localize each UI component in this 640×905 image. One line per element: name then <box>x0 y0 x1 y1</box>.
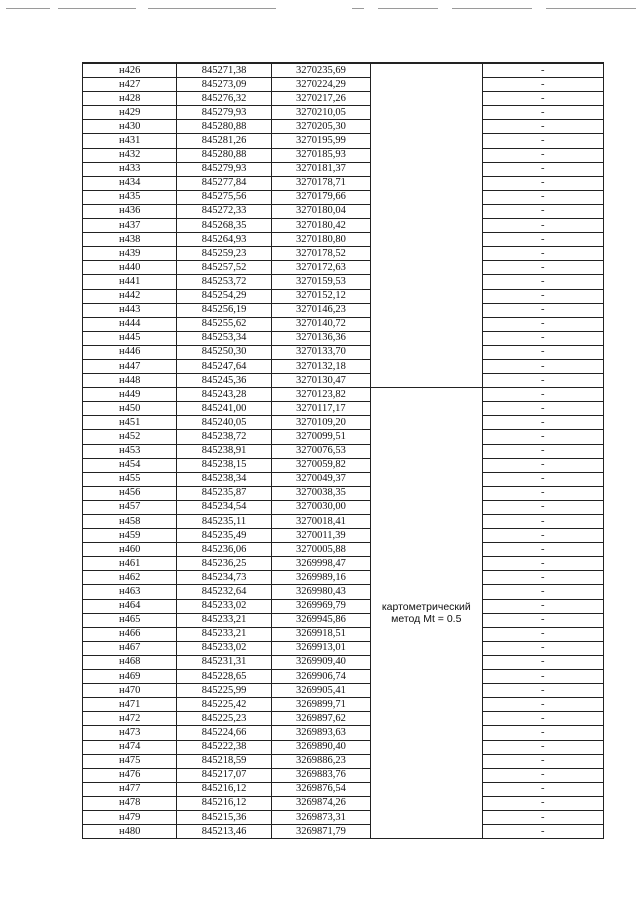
y-coordinate-cell: 3269873,31 <box>271 810 370 824</box>
dash-cell: - <box>482 726 603 740</box>
point-id-cell: н466 <box>83 627 177 641</box>
scan-header-line <box>148 8 276 9</box>
point-id-cell: н453 <box>83 444 177 458</box>
x-coordinate-cell: 845245,36 <box>177 374 271 388</box>
dash-cell: - <box>482 148 603 162</box>
y-coordinate-cell: 3269886,23 <box>271 754 370 768</box>
table-row <box>83 219 604 233</box>
point-id-cell: н431 <box>83 134 177 148</box>
y-coordinate-cell: 3270005,88 <box>271 543 370 557</box>
point-id-cell: н445 <box>83 331 177 345</box>
x-coordinate-cell: 845250,30 <box>177 345 271 359</box>
y-coordinate-cell: 3269905,41 <box>271 684 370 698</box>
x-coordinate-cell: 845217,07 <box>177 768 271 782</box>
y-coordinate-cell: 3269906,74 <box>271 670 370 684</box>
table-row <box>83 233 604 247</box>
point-id-cell: н475 <box>83 754 177 768</box>
table-row <box>83 486 604 500</box>
y-coordinate-cell: 3269918,51 <box>271 627 370 641</box>
dash-cell: - <box>482 134 603 148</box>
table-row <box>83 402 604 416</box>
dash-cell: - <box>482 768 603 782</box>
x-coordinate-cell: 845231,31 <box>177 655 271 669</box>
table-row <box>83 515 604 529</box>
point-id-cell: н469 <box>83 670 177 684</box>
y-coordinate-cell: 3270195,99 <box>271 134 370 148</box>
dash-cell: - <box>482 670 603 684</box>
table-row <box>83 63 604 78</box>
table-row <box>83 472 604 486</box>
method-cell <box>371 388 482 839</box>
y-coordinate-cell: 3270205,30 <box>271 120 370 134</box>
dash-cell: - <box>482 331 603 345</box>
point-id-cell: н462 <box>83 571 177 585</box>
y-coordinate-cell: 3270049,37 <box>271 472 370 486</box>
table-row <box>83 359 604 373</box>
point-id-cell: н463 <box>83 585 177 599</box>
dash-cell: - <box>482 190 603 204</box>
point-id-cell: н448 <box>83 374 177 388</box>
x-coordinate-cell: 845216,12 <box>177 782 271 796</box>
scan-header-line <box>6 8 50 9</box>
dash-cell: - <box>482 796 603 810</box>
x-coordinate-cell: 845235,87 <box>177 486 271 500</box>
method-cell-empty <box>371 63 482 388</box>
y-coordinate-cell: 3269874,26 <box>271 796 370 810</box>
dash-cell: - <box>482 303 603 317</box>
dash-cell: - <box>482 92 603 106</box>
dash-cell: - <box>482 825 603 839</box>
point-id-cell: н467 <box>83 641 177 655</box>
table-row <box>83 670 604 684</box>
dash-cell: - <box>482 176 603 190</box>
x-coordinate-cell: 845268,35 <box>177 219 271 233</box>
y-coordinate-cell: 3270178,71 <box>271 176 370 190</box>
y-coordinate-cell: 3269890,40 <box>271 740 370 754</box>
y-coordinate-cell: 3270152,12 <box>271 289 370 303</box>
point-id-cell: н478 <box>83 796 177 810</box>
dash-cell: - <box>482 543 603 557</box>
y-coordinate-cell: 3269883,76 <box>271 768 370 782</box>
x-coordinate-cell: 845259,23 <box>177 247 271 261</box>
y-coordinate-cell: 3269989,16 <box>271 571 370 585</box>
y-coordinate-cell: 3270224,29 <box>271 78 370 92</box>
dash-cell: - <box>482 529 603 543</box>
dash-cell: - <box>482 374 603 388</box>
table-row <box>83 825 604 839</box>
x-coordinate-cell: 845238,91 <box>177 444 271 458</box>
y-coordinate-cell: 3269913,01 <box>271 641 370 655</box>
point-id-cell: н457 <box>83 500 177 514</box>
x-coordinate-cell: 845234,54 <box>177 500 271 514</box>
y-coordinate-cell: 3269998,47 <box>271 557 370 571</box>
dash-cell: - <box>482 63 603 78</box>
table-row <box>83 204 604 218</box>
y-coordinate-cell: 3269980,43 <box>271 585 370 599</box>
dash-cell: - <box>482 557 603 571</box>
y-coordinate-cell: 3270123,82 <box>271 388 370 402</box>
table-row <box>83 303 604 317</box>
y-coordinate-cell: 3270076,53 <box>271 444 370 458</box>
table-row <box>83 458 604 472</box>
table-row <box>83 148 604 162</box>
table-row <box>83 78 604 92</box>
table-row <box>83 416 604 430</box>
dash-cell: - <box>482 740 603 754</box>
x-coordinate-cell: 845235,49 <box>177 529 271 543</box>
dash-cell: - <box>482 345 603 359</box>
dash-cell: - <box>482 684 603 698</box>
y-coordinate-cell: 3270210,05 <box>271 106 370 120</box>
x-coordinate-cell: 845225,42 <box>177 698 271 712</box>
table-row <box>83 557 604 571</box>
dash-cell: - <box>482 317 603 331</box>
y-coordinate-cell: 3270180,04 <box>271 204 370 218</box>
dash-cell: - <box>482 78 603 92</box>
table-row <box>83 599 604 613</box>
point-id-cell: н436 <box>83 204 177 218</box>
y-coordinate-cell: 3270217,26 <box>271 92 370 106</box>
x-coordinate-cell: 845264,93 <box>177 233 271 247</box>
y-coordinate-cell: 3269899,71 <box>271 698 370 712</box>
point-id-cell: н442 <box>83 289 177 303</box>
dash-cell: - <box>482 585 603 599</box>
x-coordinate-cell: 845233,21 <box>177 613 271 627</box>
table-row <box>83 176 604 190</box>
table-row <box>83 782 604 796</box>
y-coordinate-cell: 3269909,40 <box>271 655 370 669</box>
dash-cell: - <box>482 388 603 402</box>
table-row <box>83 106 604 120</box>
point-id-cell: н444 <box>83 317 177 331</box>
table-row <box>83 500 604 514</box>
point-id-cell: н435 <box>83 190 177 204</box>
dash-cell: - <box>482 261 603 275</box>
y-coordinate-cell: 3270011,39 <box>271 529 370 543</box>
x-coordinate-cell: 845280,88 <box>177 120 271 134</box>
dash-cell: - <box>482 712 603 726</box>
y-coordinate-cell: 3269897,62 <box>271 712 370 726</box>
y-coordinate-cell: 3270117,17 <box>271 402 370 416</box>
point-id-cell: н476 <box>83 768 177 782</box>
x-coordinate-cell: 845216,12 <box>177 796 271 810</box>
y-coordinate-cell: 3270159,53 <box>271 275 370 289</box>
dash-cell: - <box>482 247 603 261</box>
table-row <box>83 275 604 289</box>
point-id-cell: н458 <box>83 515 177 529</box>
table-row <box>83 289 604 303</box>
table-row <box>83 190 604 204</box>
x-coordinate-cell: 845240,05 <box>177 416 271 430</box>
x-coordinate-cell: 845272,33 <box>177 204 271 218</box>
point-id-cell: н433 <box>83 162 177 176</box>
x-coordinate-cell: 845213,46 <box>177 825 271 839</box>
point-id-cell: н465 <box>83 613 177 627</box>
point-id-cell: н447 <box>83 359 177 373</box>
method-text-line: картометрический <box>381 601 471 614</box>
x-coordinate-cell: 845233,21 <box>177 627 271 641</box>
table-row <box>83 698 604 712</box>
table-row <box>83 120 604 134</box>
scan-header-line <box>452 8 532 9</box>
x-coordinate-cell: 845235,11 <box>177 515 271 529</box>
point-id-cell: н437 <box>83 219 177 233</box>
point-id-cell: н432 <box>83 148 177 162</box>
x-coordinate-cell: 845276,32 <box>177 92 271 106</box>
point-id-cell: н440 <box>83 261 177 275</box>
point-id-cell: н468 <box>83 655 177 669</box>
x-coordinate-cell: 845277,84 <box>177 176 271 190</box>
point-id-cell: н470 <box>83 684 177 698</box>
point-id-cell: н473 <box>83 726 177 740</box>
y-coordinate-cell: 3270185,93 <box>271 148 370 162</box>
dash-cell: - <box>482 571 603 585</box>
table-row <box>83 655 604 669</box>
dash-cell: - <box>482 655 603 669</box>
x-coordinate-cell: 845236,25 <box>177 557 271 571</box>
y-coordinate-cell: 3270146,23 <box>271 303 370 317</box>
point-id-cell: н464 <box>83 599 177 613</box>
x-coordinate-cell: 845280,88 <box>177 148 271 162</box>
dash-cell: - <box>482 233 603 247</box>
x-coordinate-cell: 845215,36 <box>177 810 271 824</box>
x-coordinate-cell: 845279,93 <box>177 162 271 176</box>
x-coordinate-cell: 845224,66 <box>177 726 271 740</box>
dash-cell: - <box>482 472 603 486</box>
dash-cell: - <box>482 515 603 529</box>
y-coordinate-cell: 3269893,63 <box>271 726 370 740</box>
point-id-cell: н430 <box>83 120 177 134</box>
dash-cell: - <box>482 120 603 134</box>
table-row <box>83 388 604 402</box>
y-coordinate-cell: 3269945,86 <box>271 613 370 627</box>
table-row <box>83 331 604 345</box>
table-row <box>83 571 604 585</box>
table-row <box>83 430 604 444</box>
x-coordinate-cell: 845279,93 <box>177 106 271 120</box>
y-coordinate-cell: 3270172,63 <box>271 261 370 275</box>
table-row <box>83 712 604 726</box>
point-id-cell: н446 <box>83 345 177 359</box>
y-coordinate-cell: 3270136,36 <box>271 331 370 345</box>
point-id-cell: н455 <box>83 472 177 486</box>
dash-cell: - <box>482 500 603 514</box>
table-row <box>83 684 604 698</box>
dash-cell: - <box>482 430 603 444</box>
y-coordinate-cell: 3270140,72 <box>271 317 370 331</box>
scan-header-line <box>352 8 364 9</box>
table-row <box>83 261 604 275</box>
x-coordinate-cell: 845275,56 <box>177 190 271 204</box>
x-coordinate-cell: 845257,52 <box>177 261 271 275</box>
x-coordinate-cell: 845238,34 <box>177 472 271 486</box>
y-coordinate-cell: 3270133,70 <box>271 345 370 359</box>
dash-cell: - <box>482 641 603 655</box>
point-id-cell: н456 <box>83 486 177 500</box>
y-coordinate-cell: 3270181,37 <box>271 162 370 176</box>
x-coordinate-cell: 845228,65 <box>177 670 271 684</box>
x-coordinate-cell: 845273,09 <box>177 78 271 92</box>
table-row <box>83 627 604 641</box>
y-coordinate-cell: 3270130,47 <box>271 374 370 388</box>
point-id-cell: н450 <box>83 402 177 416</box>
y-coordinate-cell: 3270235,69 <box>271 63 370 78</box>
dash-cell: - <box>482 458 603 472</box>
point-id-cell: н480 <box>83 825 177 839</box>
x-coordinate-cell: 845254,29 <box>177 289 271 303</box>
point-id-cell: н441 <box>83 275 177 289</box>
table-row <box>83 444 604 458</box>
x-coordinate-cell: 845233,02 <box>177 641 271 655</box>
y-coordinate-cell: 3270030,00 <box>271 500 370 514</box>
y-coordinate-cell: 3269871,79 <box>271 825 370 839</box>
dash-cell: - <box>482 810 603 824</box>
x-coordinate-cell: 845271,38 <box>177 63 271 78</box>
x-coordinate-cell: 845225,23 <box>177 712 271 726</box>
table-row <box>83 92 604 106</box>
table-row <box>83 641 604 655</box>
dash-cell: - <box>482 162 603 176</box>
x-coordinate-cell: 845232,64 <box>177 585 271 599</box>
y-coordinate-cell: 3270179,66 <box>271 190 370 204</box>
point-id-cell: н460 <box>83 543 177 557</box>
y-coordinate-cell: 3270109,20 <box>271 416 370 430</box>
dash-cell: - <box>482 627 603 641</box>
point-id-cell: н438 <box>83 233 177 247</box>
dash-cell: - <box>482 613 603 627</box>
point-id-cell: н474 <box>83 740 177 754</box>
x-coordinate-cell: 845222,38 <box>177 740 271 754</box>
point-id-cell: н471 <box>83 698 177 712</box>
point-id-cell: н434 <box>83 176 177 190</box>
x-coordinate-cell: 845281,26 <box>177 134 271 148</box>
y-coordinate-cell: 3270018,41 <box>271 515 370 529</box>
table-row <box>83 768 604 782</box>
table-row <box>83 796 604 810</box>
point-id-cell: н429 <box>83 106 177 120</box>
point-id-cell: н426 <box>83 63 177 78</box>
table-row <box>83 585 604 599</box>
dash-cell: - <box>482 106 603 120</box>
table-row <box>83 810 604 824</box>
y-coordinate-cell: 3270099,51 <box>271 430 370 444</box>
y-coordinate-cell: 3270038,35 <box>271 486 370 500</box>
table-row <box>83 726 604 740</box>
x-coordinate-cell: 845234,73 <box>177 571 271 585</box>
table-row <box>83 529 604 543</box>
point-id-cell: н477 <box>83 782 177 796</box>
point-id-cell: н459 <box>83 529 177 543</box>
point-id-cell: н452 <box>83 430 177 444</box>
x-coordinate-cell: 845238,72 <box>177 430 271 444</box>
dash-cell: - <box>482 698 603 712</box>
y-coordinate-cell: 3270180,42 <box>271 219 370 233</box>
point-id-cell: н427 <box>83 78 177 92</box>
table-row <box>83 162 604 176</box>
table-row <box>83 345 604 359</box>
table-row <box>83 543 604 557</box>
x-coordinate-cell: 845225,99 <box>177 684 271 698</box>
x-coordinate-cell: 845247,64 <box>177 359 271 373</box>
table-row <box>83 740 604 754</box>
dash-cell: - <box>482 402 603 416</box>
point-id-cell: н461 <box>83 557 177 571</box>
dash-cell: - <box>482 359 603 373</box>
y-coordinate-cell: 3270180,80 <box>271 233 370 247</box>
dash-cell: - <box>482 754 603 768</box>
y-coordinate-cell: 3270178,52 <box>271 247 370 261</box>
point-id-cell: н428 <box>83 92 177 106</box>
dash-cell: - <box>482 289 603 303</box>
table-row <box>83 754 604 768</box>
scan-header-line <box>378 8 438 9</box>
point-id-cell: н451 <box>83 416 177 430</box>
dash-cell: - <box>482 416 603 430</box>
x-coordinate-cell: 845255,62 <box>177 317 271 331</box>
x-coordinate-cell: 845253,34 <box>177 331 271 345</box>
scan-header-line <box>546 8 636 9</box>
x-coordinate-cell: 845241,00 <box>177 402 271 416</box>
y-coordinate-cell: 3270132,18 <box>271 359 370 373</box>
point-id-cell: н454 <box>83 458 177 472</box>
dash-cell: - <box>482 782 603 796</box>
dash-cell: - <box>482 275 603 289</box>
dash-cell: - <box>482 599 603 613</box>
point-id-cell: н439 <box>83 247 177 261</box>
x-coordinate-cell: 845238,15 <box>177 458 271 472</box>
table-row <box>83 317 604 331</box>
point-id-cell: н472 <box>83 712 177 726</box>
x-coordinate-cell: 845233,02 <box>177 599 271 613</box>
method-text-line: метод Mt = 0.5 <box>391 613 462 626</box>
table-row <box>83 134 604 148</box>
dash-cell: - <box>482 486 603 500</box>
table-row <box>83 247 604 261</box>
scan-header-line <box>58 8 136 9</box>
point-id-cell: н443 <box>83 303 177 317</box>
coordinates-table <box>82 62 604 839</box>
x-coordinate-cell: 845243,28 <box>177 388 271 402</box>
table-row <box>83 374 604 388</box>
dash-cell: - <box>482 444 603 458</box>
x-coordinate-cell: 845218,59 <box>177 754 271 768</box>
y-coordinate-cell: 3269969,79 <box>271 599 370 613</box>
x-coordinate-cell: 845236,06 <box>177 543 271 557</box>
x-coordinate-cell: 845253,72 <box>177 275 271 289</box>
x-coordinate-cell: 845256,19 <box>177 303 271 317</box>
point-id-cell: н449 <box>83 388 177 402</box>
y-coordinate-cell: 3269876,54 <box>271 782 370 796</box>
y-coordinate-cell: 3270059,82 <box>271 458 370 472</box>
dash-cell: - <box>482 204 603 218</box>
dash-cell: - <box>482 219 603 233</box>
table-row <box>83 613 604 627</box>
point-id-cell: н479 <box>83 810 177 824</box>
